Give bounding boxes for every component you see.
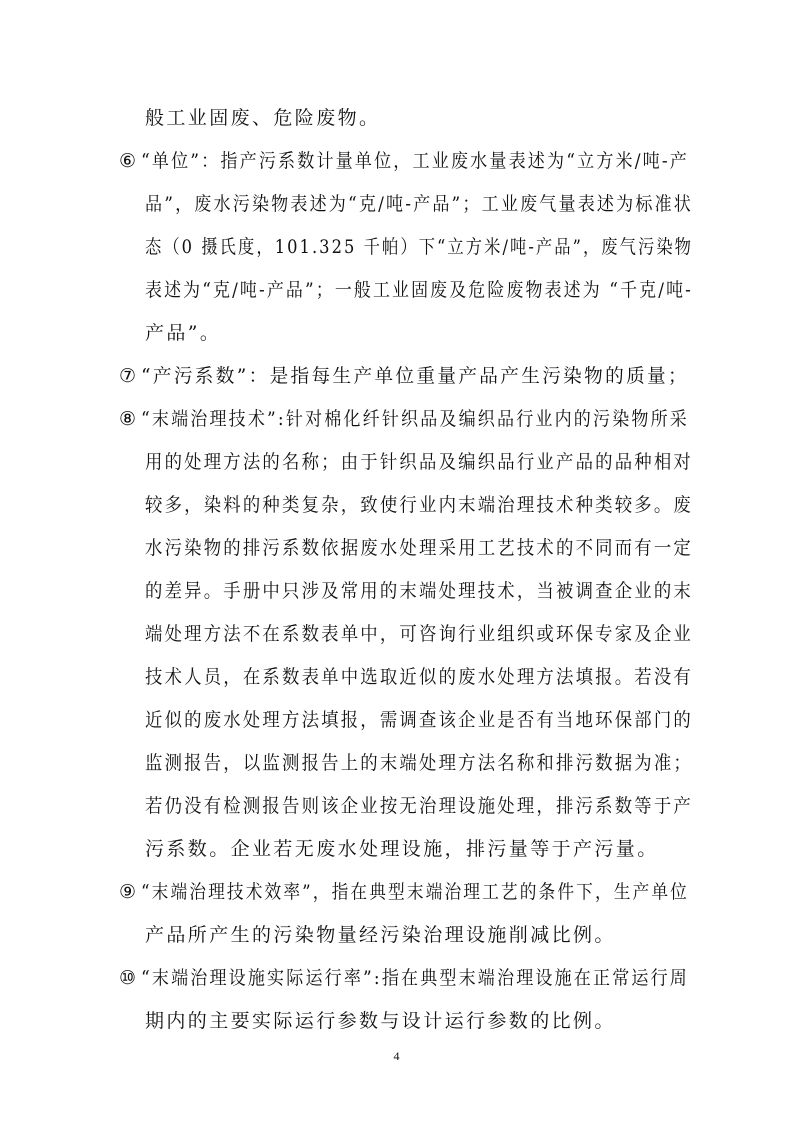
paragraph-line [145, 708, 744, 732]
paragraph-6-first-line [119, 149, 751, 173]
paragraph-line [145, 1009, 616, 1033]
line-text: 污系数。企业若无废水处理设施，排污量等于产污量。 [145, 838, 659, 860]
line-text: 期内的主要实际运行参数与设计运行参数的比例。 [145, 1010, 616, 1032]
paragraph-9-first-line [119, 880, 764, 904]
line-text: 近似的废水处理方法填报，需调查该企业是否有当地环保部门的 [145, 709, 693, 731]
line-text: 产品”。 [145, 322, 222, 344]
paragraph-line [145, 321, 221, 345]
paragraph-line [145, 665, 744, 689]
line-text: 产品所产生的污染物量经污染治理设施削减比例。 [145, 924, 616, 946]
line-text: 般工业固废、危险废物。 [145, 107, 381, 129]
paragraph-line [145, 493, 744, 517]
paragraph-line [145, 192, 755, 216]
line-text: 用的处理方法的名称；由于针织品及编织品行业产品的品种相对 [145, 451, 693, 473]
paragraph-line [145, 794, 744, 818]
paragraph-line [145, 579, 744, 603]
line-text: 端处理方法不在系数表单中，可咨询行业组织或环保专家及企业 [145, 623, 693, 645]
item-marker: ⑩ [119, 967, 137, 989]
paragraph-line [145, 450, 744, 474]
paragraph-line [145, 278, 760, 302]
item-marker: ⑥ [119, 150, 137, 172]
item-marker: ⑨ [119, 881, 137, 903]
line-text: 若仍没有检测报告则该企业按无治理设施处理，排污系数等于产 [145, 795, 693, 817]
paragraph-line [145, 106, 380, 130]
line-text: 表述为“克/吨-产品”；一般工业固废及危险废物表述为 “千克/吨- [145, 279, 693, 301]
line-text: 较多，染料的种类复杂，致使行业内末端治理技术种类较多。废 [145, 494, 693, 516]
paragraph-7-first-line [119, 364, 700, 388]
line-text: 态（0 摄氏度，101.325 千帕）下“立方米/吨-产品”，废气污染物 [145, 236, 693, 258]
paragraph-line [145, 536, 744, 560]
paragraph-line [145, 923, 616, 947]
paragraph-line [145, 837, 659, 861]
page-number: 4 [393, 1049, 400, 1063]
line-text: “末端治理技术”:针对棉化纤针织品及编织品行业内的污染物所采 [141, 408, 689, 430]
line-text: 监测报告，以监测报告上的末端处理方法名称和排污数据为准； [145, 752, 693, 774]
line-text: “单位”：指产污系数计量单位，工业废水量表述为“立方米/吨-产 [141, 150, 689, 172]
paragraph-line [145, 751, 744, 775]
line-text: “末端治理技术效率”，指在典型末端治理工艺的条件下，生产单位 [141, 881, 689, 903]
line-text: 水污染物的排污系数依据废水处理采用工艺技术的不同而有一定 [145, 537, 693, 559]
line-text: 技术人员，在系数表单中选取近似的废水处理方法填报。若没有 [145, 666, 693, 688]
line-text: 的差异。手册中只涉及常用的末端处理技术，当被调查企业的末 [145, 580, 693, 602]
item-marker: ⑦ [119, 365, 137, 387]
line-text: “末端治理设施实际运行率”:指在典型末端治理设施在正常运行周 [141, 967, 689, 989]
paragraph-line [145, 235, 784, 259]
line-text: 品”，废水污染物表述为“克/吨-产品”；工业废气量表述为标准状 [145, 193, 693, 215]
item-marker: ⑧ [119, 408, 137, 430]
paragraph-line [145, 622, 744, 646]
paragraph-8-first-line [119, 407, 752, 431]
paragraph-10-first-line [119, 966, 752, 990]
line-text: “产污系数”：是指每生产单位重量产品产生污染物的质量； [141, 365, 689, 387]
